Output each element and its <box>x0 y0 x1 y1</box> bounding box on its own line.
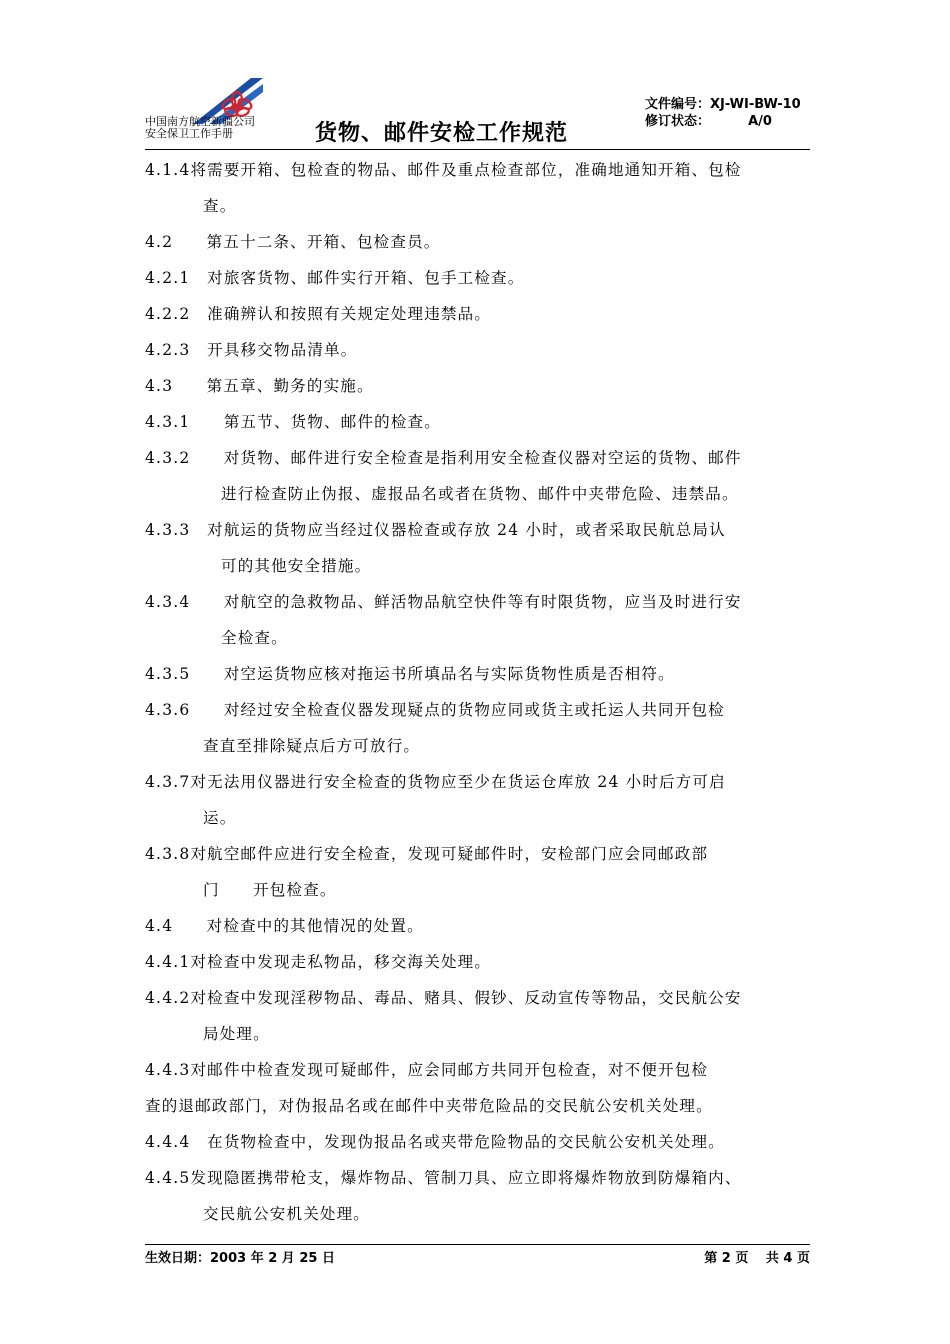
section-number: 4.3.7 <box>145 773 191 791</box>
footer-rule <box>145 1244 810 1245</box>
paragraph-line <box>145 440 810 476</box>
paragraph-line <box>145 296 810 332</box>
paragraph-line <box>145 692 810 728</box>
paragraph-line <box>145 404 810 440</box>
paragraph-continuation: 门 开包检查。 <box>203 881 337 899</box>
paragraph-continuation: 查直至排除疑点后方可放行。 <box>203 737 421 755</box>
section-number: 4.2 <box>145 233 174 251</box>
document-body <box>145 152 810 1232</box>
section-number: 4.2.1 <box>145 269 191 287</box>
paragraph-continuation: 查。 <box>203 197 237 215</box>
paragraph-continuation: 运。 <box>203 809 237 827</box>
paragraph-line <box>145 332 810 368</box>
section-number: 4.3.4 <box>145 593 191 611</box>
section-number: 4.3.8 <box>145 845 191 863</box>
paragraph-line <box>145 980 810 1016</box>
paragraph-text: 在货物检查中，发现伪报品名或夹带危险物品的交民航公安机关处理。 <box>190 1133 725 1151</box>
paragraph-text: 第五节、货物、邮件的检查。 <box>190 413 441 431</box>
section-number: 4.4 <box>145 917 174 935</box>
paragraph-text: 对航空的急救物品、鲜活物品航空快件等有时限货物，应当及时进行安 <box>190 593 742 611</box>
section-number: 4.3.6 <box>145 701 191 719</box>
section-number: 4.2.3 <box>145 341 191 359</box>
paragraph-line <box>145 368 810 404</box>
section-number: 4.4.2 <box>145 989 191 1007</box>
paragraph-text: 对航运的货物应当经过仪器检查或存放 24 小时，或者采取民航总局认 <box>190 521 726 539</box>
paragraph-text: 发现隐匿携带枪支，爆炸物品、管制刀具、应立即将爆炸物放到防爆箱内、 <box>190 1169 742 1187</box>
paragraph-line <box>145 656 810 692</box>
paragraph-text: 对空运货物应核对拖运书所填品名与实际货物性质是否相符。 <box>190 665 675 683</box>
paragraph-text: 对检查中发现淫秽物品、毒品、赌具、假钞、反动宣传等物品，交民航公安 <box>190 989 742 1007</box>
revision-value: A/0 <box>748 114 772 129</box>
paragraph-line <box>145 260 810 296</box>
company-name <box>145 116 255 140</box>
section-number: 4.3.1 <box>145 413 191 431</box>
section-number: 4.3.3 <box>145 521 191 539</box>
paragraph-text: 第五十二条、开箱、包检查员。 <box>173 233 441 251</box>
paragraph-line <box>145 584 810 620</box>
company-line-2: 安全保卫工作手册 <box>145 127 233 140</box>
document-title: 货物、邮件安检工作规范 <box>315 121 569 146</box>
paragraph-line <box>145 1052 810 1088</box>
paragraph-line <box>145 944 810 980</box>
paragraph-line <box>145 224 810 260</box>
paragraph-text: 对经过安全检查仪器发现疑点的货物应同或货主或托运人共同开包检 <box>190 701 725 719</box>
paragraph-text: 对货物、邮件进行安全检查是指利用安全检查仪器对空运的货物、邮件 <box>190 449 742 467</box>
section-number: 4.3.5 <box>145 665 191 683</box>
section-number: 4.4.3 <box>145 1061 191 1079</box>
paragraph-line <box>145 908 810 944</box>
paragraph-continuation: 全检查。 <box>221 629 288 647</box>
revision-row <box>645 113 810 130</box>
paragraph-text: 对检查中发现走私物品，移交海关处理。 <box>190 953 492 971</box>
paragraph-text: 开具移交物品清单。 <box>190 341 358 359</box>
paragraph-continuation: 交民航公安机关处理。 <box>203 1205 371 1223</box>
section-number: 4.3 <box>145 377 174 395</box>
paragraph-line <box>145 512 810 548</box>
doc-number-label: 文件编号： <box>644 97 710 112</box>
paragraph-text: 将需要开箱、包检查的物品、邮件及重点检查部位，准确地通知开箱、包检 <box>190 161 742 179</box>
header-rule <box>145 149 810 150</box>
paragraph-line <box>145 764 810 800</box>
paragraph-text: 对旅客货物、邮件实行开箱、包手工检查。 <box>190 269 525 287</box>
section-number: 4.1.4 <box>145 161 191 179</box>
paragraph-line <box>145 152 810 188</box>
revision-label: 修订状态： <box>644 114 710 129</box>
section-number: 4.4.5 <box>145 1169 191 1187</box>
paragraph-continuation: 进行检查防止伪报、虚报品名或者在货物、邮件中夹带危险、违禁品。 <box>221 485 739 503</box>
paragraph-text: 第五章、勤务的实施。 <box>173 377 374 395</box>
section-number: 4.4.1 <box>145 953 191 971</box>
section-number: 4.3.2 <box>145 449 191 467</box>
page-header <box>145 78 810 158</box>
company-line-1: 中国南方航空新疆公司 <box>145 115 255 128</box>
paragraph-text: 对无法用仪器进行安全检查的货物应至少在货运仓库放 24 小时后方可启 <box>190 773 726 791</box>
paragraph-text: 对邮件中检查发现可疑邮件，应会同邮方共同开包检查，对不便开包检 <box>190 1061 709 1079</box>
page-number: 第 2 页 共 4 页 <box>704 1251 810 1266</box>
section-number: 4.2.2 <box>145 305 191 323</box>
paragraph-text: 准确辨认和按照有关规定处理违禁品。 <box>190 305 492 323</box>
paragraph-text: 对航空邮件应进行安全检查，发现可疑邮件时，安检部门应会同邮政部 <box>190 845 709 863</box>
document-meta <box>645 96 810 130</box>
doc-number-row <box>645 96 810 113</box>
paragraph-continuation: 局处理。 <box>203 1025 270 1043</box>
paragraph-text: 对检查中的其他情况的处置。 <box>173 917 424 935</box>
paragraph-line <box>145 1124 810 1160</box>
paragraph-continuation: 可的其他安全措施。 <box>221 557 372 575</box>
doc-number-value: XJ-WI-BW-10 <box>710 97 801 112</box>
effective-date: 生效日期：2003 年 2 月 25 日 <box>145 1251 335 1266</box>
paragraph-line <box>145 1160 810 1196</box>
section-number: 4.4.4 <box>145 1133 191 1151</box>
paragraph-line <box>145 836 810 872</box>
paragraph-continuation: 查的退邮政部门，对伪报品名或在邮件中夹带危险品的交民航公安机关处理。 <box>145 1097 713 1115</box>
